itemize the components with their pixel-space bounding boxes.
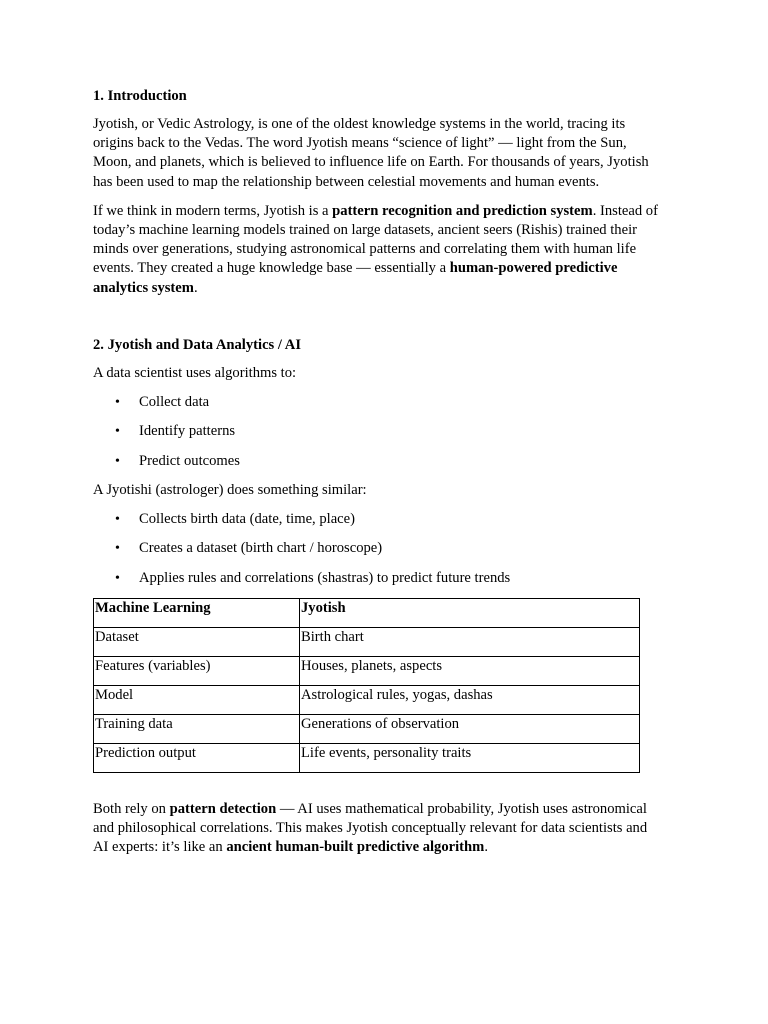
section-2-heading: 2. Jyotish and Data Analytics / AI xyxy=(93,336,301,353)
list-item-text: Creates a dataset (birth chart / horoscope) xyxy=(139,540,383,557)
table-cell: Birth chart xyxy=(300,628,640,657)
section-spacer xyxy=(93,308,665,336)
list-item xyxy=(93,393,665,412)
intro-paragraph-2 xyxy=(93,202,665,298)
table-cell: Training data xyxy=(94,715,300,744)
comparison-table xyxy=(93,598,640,773)
closing-bold-1: pattern detection xyxy=(169,801,277,818)
table-header-cell: Machine Learning xyxy=(94,599,300,628)
table-cell: Generations of observation xyxy=(300,715,640,744)
bullet-icon: • xyxy=(115,570,120,586)
table-row xyxy=(94,657,640,686)
bullet-icon: • xyxy=(115,453,120,469)
table-header-row xyxy=(94,599,640,628)
table-cell: Prediction output xyxy=(94,744,300,773)
table-header-cell: Jyotish xyxy=(300,599,640,628)
bullet-icon: • xyxy=(115,541,120,557)
list-item xyxy=(93,422,665,441)
para2-text-1: If we think in modern terms, Jyotish is a xyxy=(93,202,333,219)
list-item xyxy=(93,510,665,529)
jyotishi-list xyxy=(93,510,665,588)
table-row xyxy=(94,715,640,744)
list-item xyxy=(93,452,665,471)
table-cell: Astrological rules, yogas, dashas xyxy=(300,686,640,715)
closing-paragraph xyxy=(93,800,665,858)
para2-text-3: . xyxy=(193,279,198,296)
table-row xyxy=(94,744,640,773)
data-scientist-intro: A data scientist uses algorithms to: xyxy=(93,364,297,381)
bullet-icon: • xyxy=(115,512,120,528)
list-item-text: Collects birth data (date, time, place) xyxy=(139,511,355,528)
closing-text-2: — AI uses mathematical probability, Jyotish uses astronomical and philosophical correlations. This makes Jyotish conceptually relevant for data scientists and AI experts: it’s like an xyxy=(93,801,648,856)
list-item-text: Identify patterns xyxy=(139,423,236,440)
list-item xyxy=(93,539,665,558)
bullet-icon: • xyxy=(115,395,120,411)
para2-bold-1: pattern recognition and prediction system xyxy=(332,202,593,219)
closing-text-3: . xyxy=(484,839,488,856)
data-scientist-list xyxy=(93,393,665,471)
table-row xyxy=(94,628,640,657)
table-row xyxy=(94,686,640,715)
table-cell: Features (variables) xyxy=(94,657,300,686)
intro-paragraph-1: Jyotish, or Vedic Astrology, is one of the oldest knowledge systems in the world, tracing its origins back to the Vedas. The word Jyotish means “science of light” — light from the Sun, Moon, and planets, which is believed to influence life on Earth. For thousands of years, Jyotish has been used to map the relationship between celestial movements and human events. xyxy=(93,116,649,190)
bullet-icon: • xyxy=(115,424,120,440)
closing-bold-2: ancient human-built predictive algorithm xyxy=(226,839,485,856)
list-item-text: Applies rules and correlations (shastras) to predict future trends xyxy=(139,569,511,586)
table-cell: Dataset xyxy=(94,628,300,657)
table-cell: Life events, personality traits xyxy=(300,744,640,773)
closing-text-1: Both rely on xyxy=(93,801,170,818)
table-cell: Model xyxy=(94,686,300,715)
list-item-text: Collect data xyxy=(139,394,210,411)
section-1-heading: 1. Introduction xyxy=(93,88,187,104)
list-item xyxy=(93,569,665,588)
para2-bold-2: human-powered predictive analytics system xyxy=(93,260,618,296)
table-cell: Houses, planets, aspects xyxy=(300,657,640,686)
document-page xyxy=(93,87,665,868)
list-item-text: Predict outcomes xyxy=(139,452,240,469)
para2-text-2: . Instead of today’s machine learning models trained on large datasets, ancient seers (Rishis) trained their minds over generations, studying astronomical patterns and correlating them with human life events. They created a huge knowledge base — essentially a xyxy=(93,202,658,277)
jyotishi-intro: A Jyotishi (astrologer) does something similar: xyxy=(93,481,367,498)
